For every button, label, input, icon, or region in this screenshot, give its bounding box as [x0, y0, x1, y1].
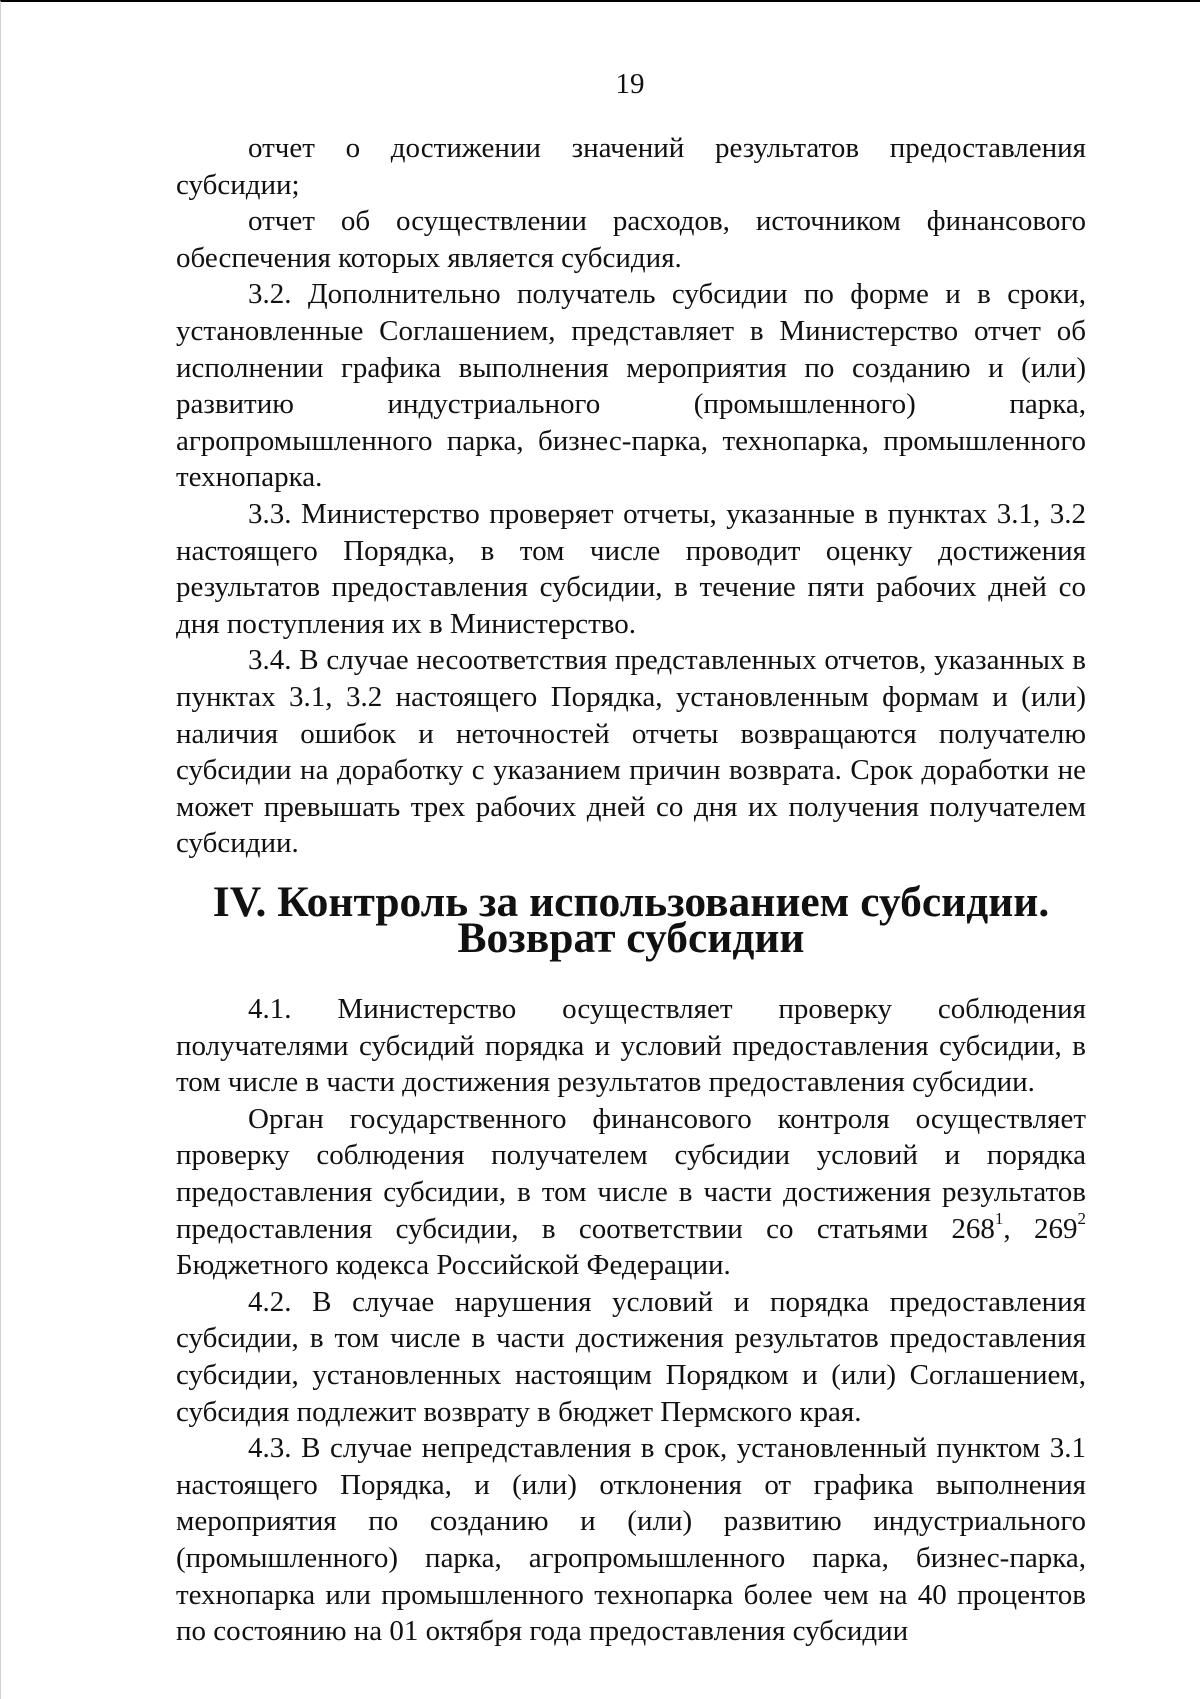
paragraph-3-2: 3.2. Дополнительно получатель субсидии по форме и в сроки, установленные Соглашением, представляет в Министерство отчет об исполнении графика выполнения мероприятия по созданию и (или) развитию индустриального (промышленного) парка, агропромышленного парка, бизнес-парка, технопарка, промышленного технопарка.	[176, 278, 1086, 494]
section-4-heading: IV. Контроль за использованием субсидии. Возврат субсидии	[212, 877, 1050, 963]
financial-control-text: Орган государственного финансового контроля осуществляет проверку соблюдения получателем субсидии условий и порядка предоставления субсидии, в том числе в части достижения результатов предоставления субсидии, в соответствии со статьями	[176, 1102, 1086, 1245]
paragraph-4-3: 4.3. В случае непредставления в срок, установленный пунктом 3.1 настоящего Порядка, и (или) отклонения от графика выполнения мероприятия по созданию и (или) развитию индустриального (промышленного) парка, агропромышленного парка, бизнес-парка, технопарка или промышленного технопарка более чем на 40 процентов по состоянию на 01 октября года предоставления субсидии	[176, 1432, 1086, 1648]
paragraph-3-4: 3.4. В случае несоответствия представленных отчетов, указанных в пунктах 3.1, 3.2 настоящего Порядка, установленным формам и (или) наличия ошибок и неточностей отчеты возвращаются получателю субсидии на доработку с указанием причин возврата. Срок доработки не может превышать трех рабочих дней со дня их получения получателем субсидии.	[176, 644, 1086, 860]
document-body	[176, 130, 1086, 1650]
article-269-number: 269	[1034, 1212, 1078, 1245]
paragraph-report-results: отчет о достижении значений результатов предоставления субсидии;	[176, 132, 1086, 201]
paragraph-report-expenses: отчет об осуществлении расходов, источником финансового обеспечения которых является субсидия.	[176, 205, 1086, 274]
paragraph-3-3: 3.3. Министерство проверяет отчеты, указанные в пунктах 3.1, 3.2 настоящего Порядка, в том числе проводит оценку достижения результатов предоставления субсидии, в течение пяти рабочих дней со дня поступления их в Министерство.	[176, 497, 1086, 640]
article-268-superscript: 1	[994, 1208, 1004, 1228]
article-separator: ,	[1003, 1212, 1035, 1245]
paragraph-financial-control	[176, 1101, 1086, 1284]
page-number: 19	[615, 68, 645, 100]
article-269-superscript: 2	[1077, 1208, 1087, 1228]
budget-code-reference: Бюджетного кодекса Российской Федерации.	[176, 1249, 731, 1282]
paragraph-4-1: 4.1. Министерство осуществляет проверку соблюдения получателями субсидий порядка и условий предоставления субсидии, в том числе в части достижения результатов предоставления субсидии.	[176, 993, 1086, 1099]
paragraph-4-2: 4.2. В случае нарушения условий и порядка предоставления субсидии, в том числе в части достижения результатов предоставления субсидии, установленных настоящим Порядком и (или) Соглашением, субсидия подлежит возврату в бюджет Пермского края.	[176, 1285, 1086, 1428]
article-268-number: 268	[951, 1212, 995, 1245]
